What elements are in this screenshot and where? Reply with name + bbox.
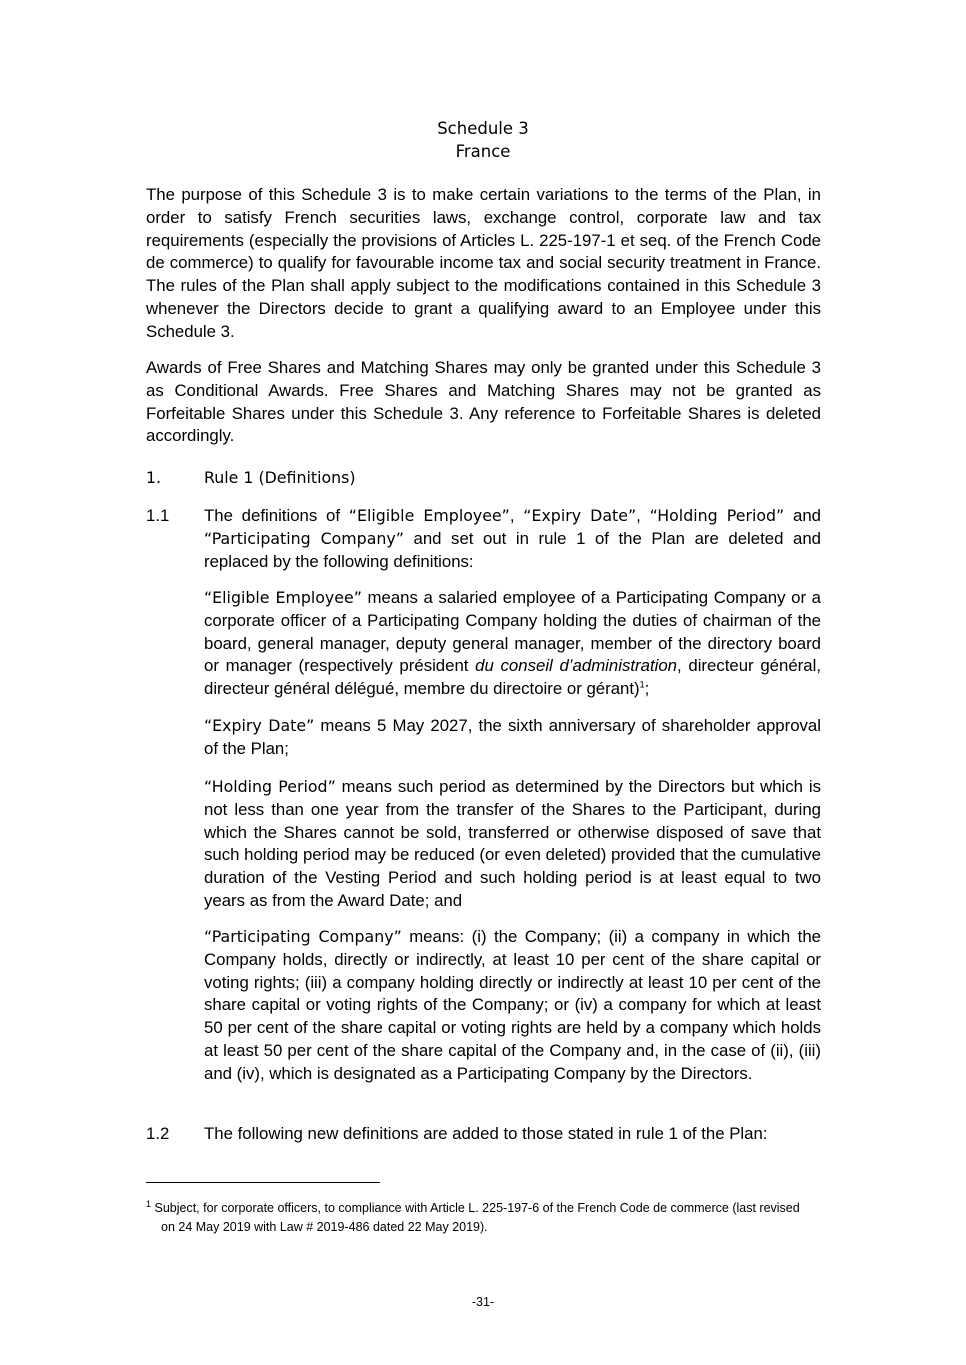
definition-eligible-employee: “Eligible Employee” means a salaried employee of a Participating Company or a corporate officer of a Participating Company holding the duties of chairman of the board, general manager, deputy general manager, member of the directory board or manager (respectively président du conseil d’administration, directeur général, directeur général délégué, membre du directoire or gérant)$^1$;	[204, 588, 821, 699]
clause-1-1-number: 1.1	[146, 506, 170, 525]
clause-1-2-number: 1.2	[146, 1124, 170, 1143]
section-1-number: 1.	[146, 468, 162, 487]
schedule-title: Schedule 3	[437, 119, 529, 138]
definition-holding-period: “Holding Period” means such period as determined by the Directors but which is not less than one year from the transfer of the Shares to the Participant, during which the Shares cannot be sold, transferred or otherwise disposed of save that such holding period may be reduced (or even deleted) provided that the cumulative duration of the Vesting Period and such holding period is at least equal to two years as from the Award Date; and	[204, 777, 821, 910]
footnote-reference: 1	[639, 679, 645, 690]
definition-participating-company: “Participating Company” means: (i) the Company; (ii) a company in which the Company holds, directly or indirectly, at least 10 per cent of the share capital or voting rights; (iii) a company holding directly or indirectly at least 10 per cent of the share capital or voting rights of the Company; or (iv) a company for which at least 50 per cent of the share capital or voting rights are held by a company which holds at least 50 per cent of the share capital of the Company and, in the case of (ii), (iii) and (iv), which is designated as a Participating Company by the Directors.	[204, 927, 821, 1083]
footnote-separator	[146, 1182, 380, 1183]
clause-1-1-text: The definitions of “Eligible Employee”, “Expiry Date”, “Holding Period” and “Participating Company” and set out in rule 1 of the Plan are deleted and replaced by the following definitions:	[204, 506, 821, 571]
clause-1-2-text: The following new definitions are added to those stated in rule 1 of the Plan:	[204, 1124, 768, 1143]
intro-paragraph-2: Awards of Free Shares and Matching Shares may only be granted under this Schedule 3 as Conditional Awards. Free Shares and Matching Shares may not be granted as Forfeitable Shares under this Schedule 3. Any reference to Forfeitable Shares is deleted accordingly.	[146, 358, 821, 446]
intro-paragraph-1: The purpose of this Schedule 3 is to make certain variations to the terms of the Plan, in order to satisfy French securities laws, exchange control, corporate law and tax requirements (especially the provisions of Articles L. 225-197-1 et seq. of the French Code de commerce) to qualify for favourable income tax and social security treatment in France. The rules of the Plan shall apply subject to the modifications contained in this Schedule 3 whenever the Directors decide to grant a qualifying award to an Employee under this Schedule 3.	[146, 185, 821, 341]
country-title: France	[455, 142, 511, 161]
footnote-marker: 1	[146, 1198, 152, 1209]
definition-expiry-date: “Expiry Date” means 5 May 2027, the sixth anniversary of shareholder approval of the Plan;	[204, 716, 821, 758]
footnote-1: $^1$ Subject, for corporate officers, to compliance with Article L. 225-197-6 of the French Code de commerce (last revised on 24 May 2019 with Law # 2019-486 dated 22 May 2019).	[146, 1198, 800, 1234]
section-1-title: Rule 1 (Definitions)	[204, 468, 356, 487]
page-number: -31-	[471, 1295, 495, 1309]
